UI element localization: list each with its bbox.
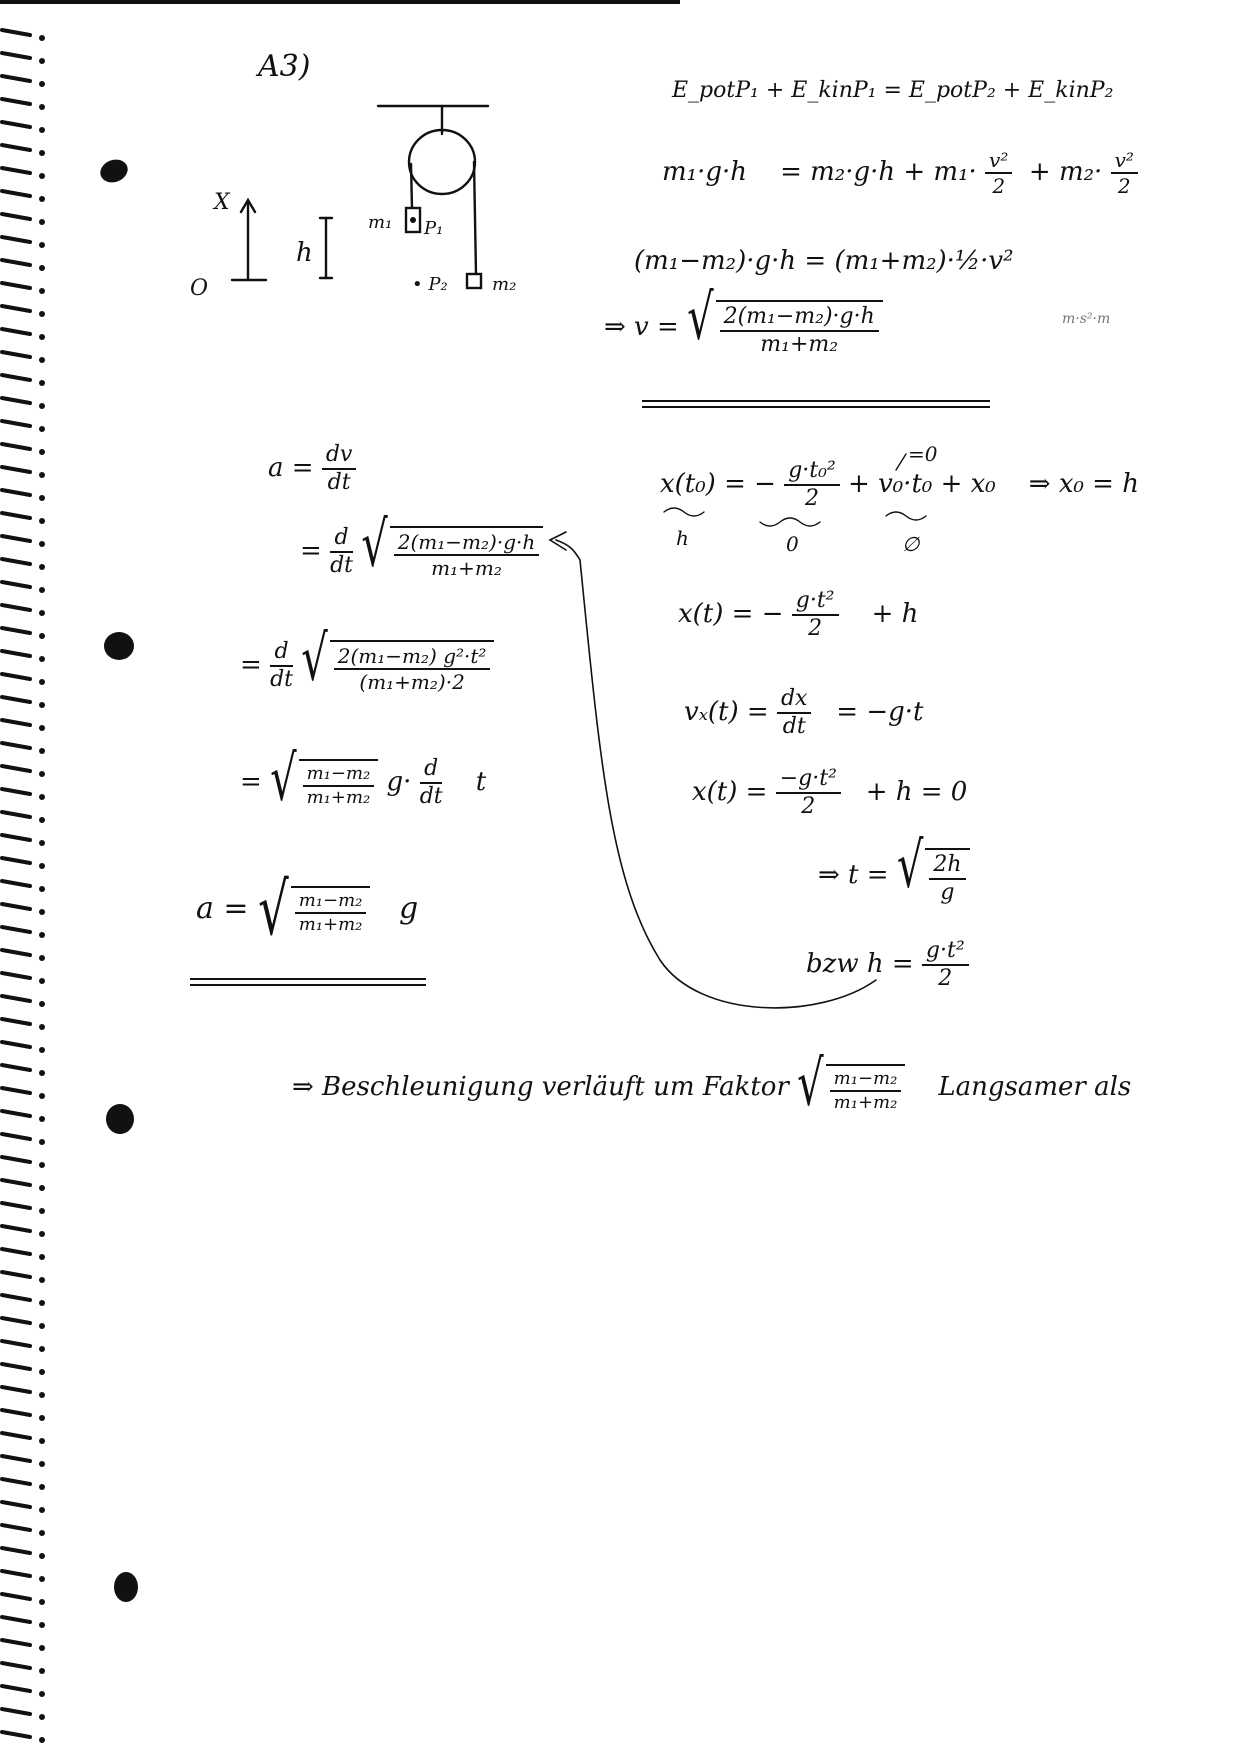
kin-line-6 [806, 940, 969, 990]
punch-hole [97, 156, 131, 186]
binding-dot [39, 656, 45, 662]
binding-mark [2, 30, 30, 35]
k1-lhs: x(t₀) = − [660, 469, 776, 499]
k3-den: dt [782, 714, 806, 739]
kin-line-3 [684, 688, 923, 738]
binding-dot [39, 771, 45, 777]
binding-mark [2, 306, 30, 311]
binding-dot [39, 564, 45, 570]
binding-mark [2, 467, 30, 472]
binding-mark [2, 1019, 30, 1024]
binding-mark [2, 1134, 30, 1139]
binding-dot [39, 173, 45, 179]
binding-mark [2, 122, 30, 127]
binding-dot [39, 1507, 45, 1513]
binding-mark [2, 697, 30, 702]
k5-lhs: ⇒ t = [818, 860, 889, 890]
kin-line-5: ⇒ t = √ $\frac{2h}{g}$ [818, 848, 970, 904]
binding-mark [2, 996, 30, 1001]
a2-d-den: dt [330, 553, 353, 578]
binding-mark [2, 1042, 30, 1047]
binding-mark [2, 1479, 30, 1484]
binding-dot [39, 380, 45, 386]
binding-dot [39, 1530, 45, 1536]
binding-mark [2, 1525, 30, 1530]
binding-mark [2, 191, 30, 196]
binding-dot [39, 679, 45, 685]
binding-mark [2, 1318, 30, 1323]
binding-mark [2, 1456, 30, 1461]
binding-dot [39, 472, 45, 478]
binding-mark [2, 513, 30, 518]
binding-mark [2, 76, 30, 81]
binding-dot [39, 1185, 45, 1191]
binding-mark [2, 1180, 30, 1185]
eq4-denominator: m₁+m₂ [760, 332, 839, 357]
binding-dot [39, 58, 45, 64]
binding-mark [2, 835, 30, 840]
binding-mark [2, 1272, 30, 1277]
a3-num: 2(m₁−m₂) g²·t² [334, 646, 491, 670]
accel-line-1 [268, 444, 356, 494]
binding-mark [2, 881, 30, 886]
binding-dot [39, 1553, 45, 1559]
binding-dot [39, 1415, 45, 1421]
k2-lhs: x(t) = − [678, 599, 784, 629]
binding-dot [39, 449, 45, 455]
binding-mark [2, 1433, 30, 1438]
height-label: h [296, 238, 313, 268]
kin-line-1 [660, 460, 1139, 510]
stray-note: m·s²·m [1062, 311, 1111, 327]
accel-underline [190, 984, 426, 986]
binding-dot [39, 978, 45, 984]
scan-top-edge [0, 0, 680, 4]
eq2-frac2-num: v² [1111, 150, 1138, 174]
binding-dot [39, 1254, 45, 1260]
binding-dot [39, 426, 45, 432]
binding-dot [39, 403, 45, 409]
binding-mark [2, 99, 30, 104]
binding-dot [39, 863, 45, 869]
binding-dot [39, 1277, 45, 1283]
binding-dot [39, 886, 45, 892]
binding-mark [2, 973, 30, 978]
binding-dot [39, 633, 45, 639]
k1-under-phi: ∅ [902, 532, 920, 556]
eq2-frac2-den: 2 [1117, 174, 1131, 198]
a1-den: dt [327, 470, 351, 495]
binding-mark [2, 812, 30, 817]
k2-num: g·t² [792, 590, 839, 616]
binding-dot [39, 541, 45, 547]
binding-dot [39, 1139, 45, 1145]
binding-dot [39, 265, 45, 271]
binding-dot [39, 932, 45, 938]
binding-mark [2, 1410, 30, 1415]
binding-mark [2, 214, 30, 219]
mass1-label: m₁ [368, 212, 393, 233]
binding-dot [39, 1484, 45, 1490]
binding-dot [39, 1691, 45, 1697]
binding-mark [2, 237, 30, 242]
velocity-result: ⇒ v = √ $\frac{\text{2(m₁−m₂)·g·h}}{\text{m₁+m₂}}$ [604, 300, 883, 356]
eq4-prefix: ⇒ v = [604, 312, 679, 342]
kin-line-4 [692, 768, 967, 818]
binding-mark [2, 283, 30, 288]
binding-mark [2, 421, 30, 426]
binding-dot [39, 311, 45, 317]
accel-line-3: = $\frac{d}{dt}$ √ $\frac{\text{2(m₁−m₂) g²·t²}}{\text{(m₁+m₂)·2}}$ [240, 640, 494, 692]
binding-dot [39, 196, 45, 202]
binding-dot [39, 150, 45, 156]
k1-result: ⇒ x₀ = h [1028, 469, 1139, 499]
eq2-rhs1: = m₂·g·h + m₁· [780, 157, 977, 187]
a5-num: m₁−m₂ [295, 892, 367, 914]
binding-mark [2, 789, 30, 794]
accel-line-4: = √ $\frac{\text{m₁−m₂}}{\text{m₁+m₂}}$ g· $\frac{d}{dt}$ t [240, 741, 487, 815]
binding-mark [2, 1709, 30, 1714]
binding-dot [39, 1714, 45, 1720]
k1-v0-zero: =0 [908, 442, 938, 466]
binding-dot [39, 817, 45, 823]
binding-mark [2, 1203, 30, 1208]
binding-dot [39, 1300, 45, 1306]
binding-mark [2, 766, 30, 771]
k1-rhs: + v₀·t₀ + x₀ [848, 469, 996, 499]
binding-mark [2, 605, 30, 610]
k2-rhs: + h [871, 599, 919, 629]
axis-x-label: X [214, 190, 230, 215]
a4-num: m₁−m₂ [303, 765, 375, 787]
k6-num: g·t² [922, 940, 969, 966]
punch-hole [104, 632, 134, 660]
a4-mid: g· [386, 767, 412, 797]
eq2-rhs2: + m₂· [1028, 157, 1103, 187]
binding-mark [2, 927, 30, 932]
binding-mark [2, 1502, 30, 1507]
binding-mark [2, 490, 30, 495]
k1-under-0: 0 [786, 532, 799, 556]
binding-dot [39, 81, 45, 87]
energy-equation-2 [662, 150, 1138, 196]
binding-dot [39, 1070, 45, 1076]
binding-mark [2, 1617, 30, 1622]
binding-dot [39, 1576, 45, 1582]
binding-dot [39, 909, 45, 915]
binding-dot [39, 1438, 45, 1444]
binding-dot [39, 1737, 45, 1743]
result-underline [642, 400, 990, 402]
binding-dot [39, 242, 45, 248]
k3-num: dx [777, 688, 812, 714]
binding-dot [39, 357, 45, 363]
binding-mark [2, 582, 30, 587]
binding-dot [39, 610, 45, 616]
binding-dot [39, 1668, 45, 1674]
binding-mark [2, 628, 30, 633]
binding-mark [2, 1157, 30, 1162]
conclusion-post: Langsamer als [938, 1072, 1132, 1102]
a1-num: dv [322, 444, 357, 470]
binding-mark [2, 720, 30, 725]
binding-dot [39, 1116, 45, 1122]
a5-post: g [398, 891, 419, 926]
binding-dot [39, 1047, 45, 1053]
energy-equation-1: E_potP₁ + E_kinP₁ = E_potP₂ + E_kinP₂ [672, 78, 1114, 103]
binding-dot [39, 1645, 45, 1651]
binding-mark [2, 1341, 30, 1346]
binding-dot [39, 1231, 45, 1237]
binding-mark [2, 1295, 30, 1300]
binding-mark [2, 1732, 30, 1737]
binding-dot [39, 518, 45, 524]
binding-mark [2, 858, 30, 863]
k5-num: 2h [929, 854, 965, 880]
conclusion-num: m₁−m₂ [830, 1070, 902, 1092]
binding-mark [2, 1640, 30, 1645]
binding-dot [39, 1461, 45, 1467]
binding-dot [39, 334, 45, 340]
a4-den: m₁+m₂ [306, 787, 371, 808]
a2-den: m₁+m₂ [431, 556, 502, 580]
binding-dot [39, 748, 45, 754]
a4-post: t [475, 767, 487, 797]
binding-mark [2, 1249, 30, 1254]
conclusion-line: ⇒ Beschleunigung verläuft um Faktor √ $\frac{\text{m₁−m₂}}{\text{m₁+m₂}}$ Langsamer als [292, 1046, 1132, 1120]
point1-label: P₁ [424, 218, 444, 239]
a1-lhs: a = [268, 453, 314, 483]
binding-mark [2, 950, 30, 955]
binding-mark [2, 904, 30, 909]
binding-dot [39, 955, 45, 961]
binding-mark [2, 559, 30, 564]
accel-line-2: = $\frac{d}{dt}$ √ $\frac{\text{2(m₁−m₂)·g·h}}{\text{m₁+m₂}}$ [300, 526, 543, 578]
binding-dot [39, 1162, 45, 1168]
binding-dot [39, 104, 45, 110]
a4-d-num: d [420, 758, 442, 784]
k3-rhs: = −g·t [836, 697, 924, 727]
binding-dot [39, 794, 45, 800]
result-underline [642, 406, 990, 408]
a3-d-den: dt [270, 667, 293, 692]
accel-result: a = √ $\frac{\text{m₁−m₂}}{\text{m₁+m₂}}$ g [196, 868, 419, 952]
binding-dot [39, 127, 45, 133]
a4-pre: = [240, 767, 262, 797]
binding-mark [2, 1088, 30, 1093]
k6-den: 2 [938, 966, 953, 991]
binding-dot [39, 1001, 45, 1007]
binding-dot [39, 495, 45, 501]
k1-den: 2 [804, 486, 819, 511]
binding-mark [2, 651, 30, 656]
binding-dot [39, 725, 45, 731]
k4-lhs: x(t) = [692, 777, 768, 807]
binding-dot [39, 288, 45, 294]
k3-lhs: vₓ(t) = [684, 697, 769, 727]
k6-lhs: bzw h = [806, 949, 914, 979]
eq2-lhs: m₁·g·h [662, 157, 747, 187]
binding-mark [2, 398, 30, 403]
binding-dot [39, 587, 45, 593]
binding-dot [39, 1208, 45, 1214]
binding-mark [2, 260, 30, 265]
spiral-binding [0, 0, 60, 1752]
binding-mark [2, 53, 30, 58]
binding-mark [2, 1387, 30, 1392]
eq2-frac1-num: v² [985, 150, 1012, 174]
a5-den: m₁+m₂ [298, 914, 363, 935]
binding-mark [2, 329, 30, 334]
binding-mark [2, 444, 30, 449]
point2-label: • P₂ [412, 274, 448, 295]
axis-zero-label: O [190, 276, 209, 301]
binding-mark [2, 1065, 30, 1070]
energy-equation-3: (m₁−m₂)·g·h = (m₁+m₂)·½·v² [634, 246, 1014, 276]
binding-dot [39, 35, 45, 41]
conclusion-den: m₁+m₂ [833, 1092, 898, 1113]
binding-dot [39, 702, 45, 708]
a2-pre: = [300, 536, 322, 566]
a3-den: (m₁+m₂)·2 [359, 670, 465, 694]
binding-mark [2, 743, 30, 748]
binding-mark [2, 1111, 30, 1116]
binding-dot [39, 1346, 45, 1352]
kin-line-2 [678, 590, 918, 640]
eq4-numerator: 2(m₁−m₂)·g·h [720, 306, 879, 332]
binding-mark [2, 375, 30, 380]
punch-hole [114, 1572, 138, 1602]
binding-mark [2, 1226, 30, 1231]
k2-den: 2 [808, 616, 823, 641]
binding-mark [2, 1364, 30, 1369]
a3-pre: = [240, 650, 262, 680]
a2-d-num: d [330, 527, 352, 553]
k4-den: 2 [801, 794, 816, 819]
accel-underline [190, 978, 426, 980]
binding-dot [39, 1599, 45, 1605]
a4-d-den: dt [419, 784, 443, 809]
binding-mark [2, 168, 30, 173]
conclusion-pre: ⇒ Beschleunigung verläuft um Faktor [292, 1072, 789, 1102]
binding-dot [39, 1024, 45, 1030]
binding-mark [2, 536, 30, 541]
binding-dot [39, 1622, 45, 1628]
binding-mark [2, 674, 30, 679]
mass2-label: m₂ [492, 274, 517, 295]
binding-dot [39, 1323, 45, 1329]
binding-dot [39, 1392, 45, 1398]
k4-num: −g·t² [776, 768, 841, 794]
binding-mark [2, 1663, 30, 1668]
k1-under-h: h [676, 526, 689, 550]
binding-mark [2, 1686, 30, 1691]
eq2-frac1-den: 2 [992, 174, 1006, 198]
binding-mark [2, 1594, 30, 1599]
binding-dot [39, 219, 45, 225]
a5-lhs: a = [196, 891, 249, 926]
binding-mark [2, 1548, 30, 1553]
binding-mark [2, 352, 30, 357]
binding-dot [39, 840, 45, 846]
k5-den: g [940, 880, 955, 905]
k1-num: g·t₀² [784, 460, 840, 486]
punch-hole [106, 1104, 134, 1134]
a3-d-num: d [270, 641, 292, 667]
binding-mark [2, 145, 30, 150]
a2-num: 2(m₁−m₂)·g·h [394, 532, 539, 556]
exercise-heading: A3) [258, 49, 311, 84]
binding-dot [39, 1369, 45, 1375]
binding-dot [39, 1093, 45, 1099]
binding-mark [2, 1571, 30, 1576]
k4-rhs: + h = 0 [865, 777, 968, 807]
